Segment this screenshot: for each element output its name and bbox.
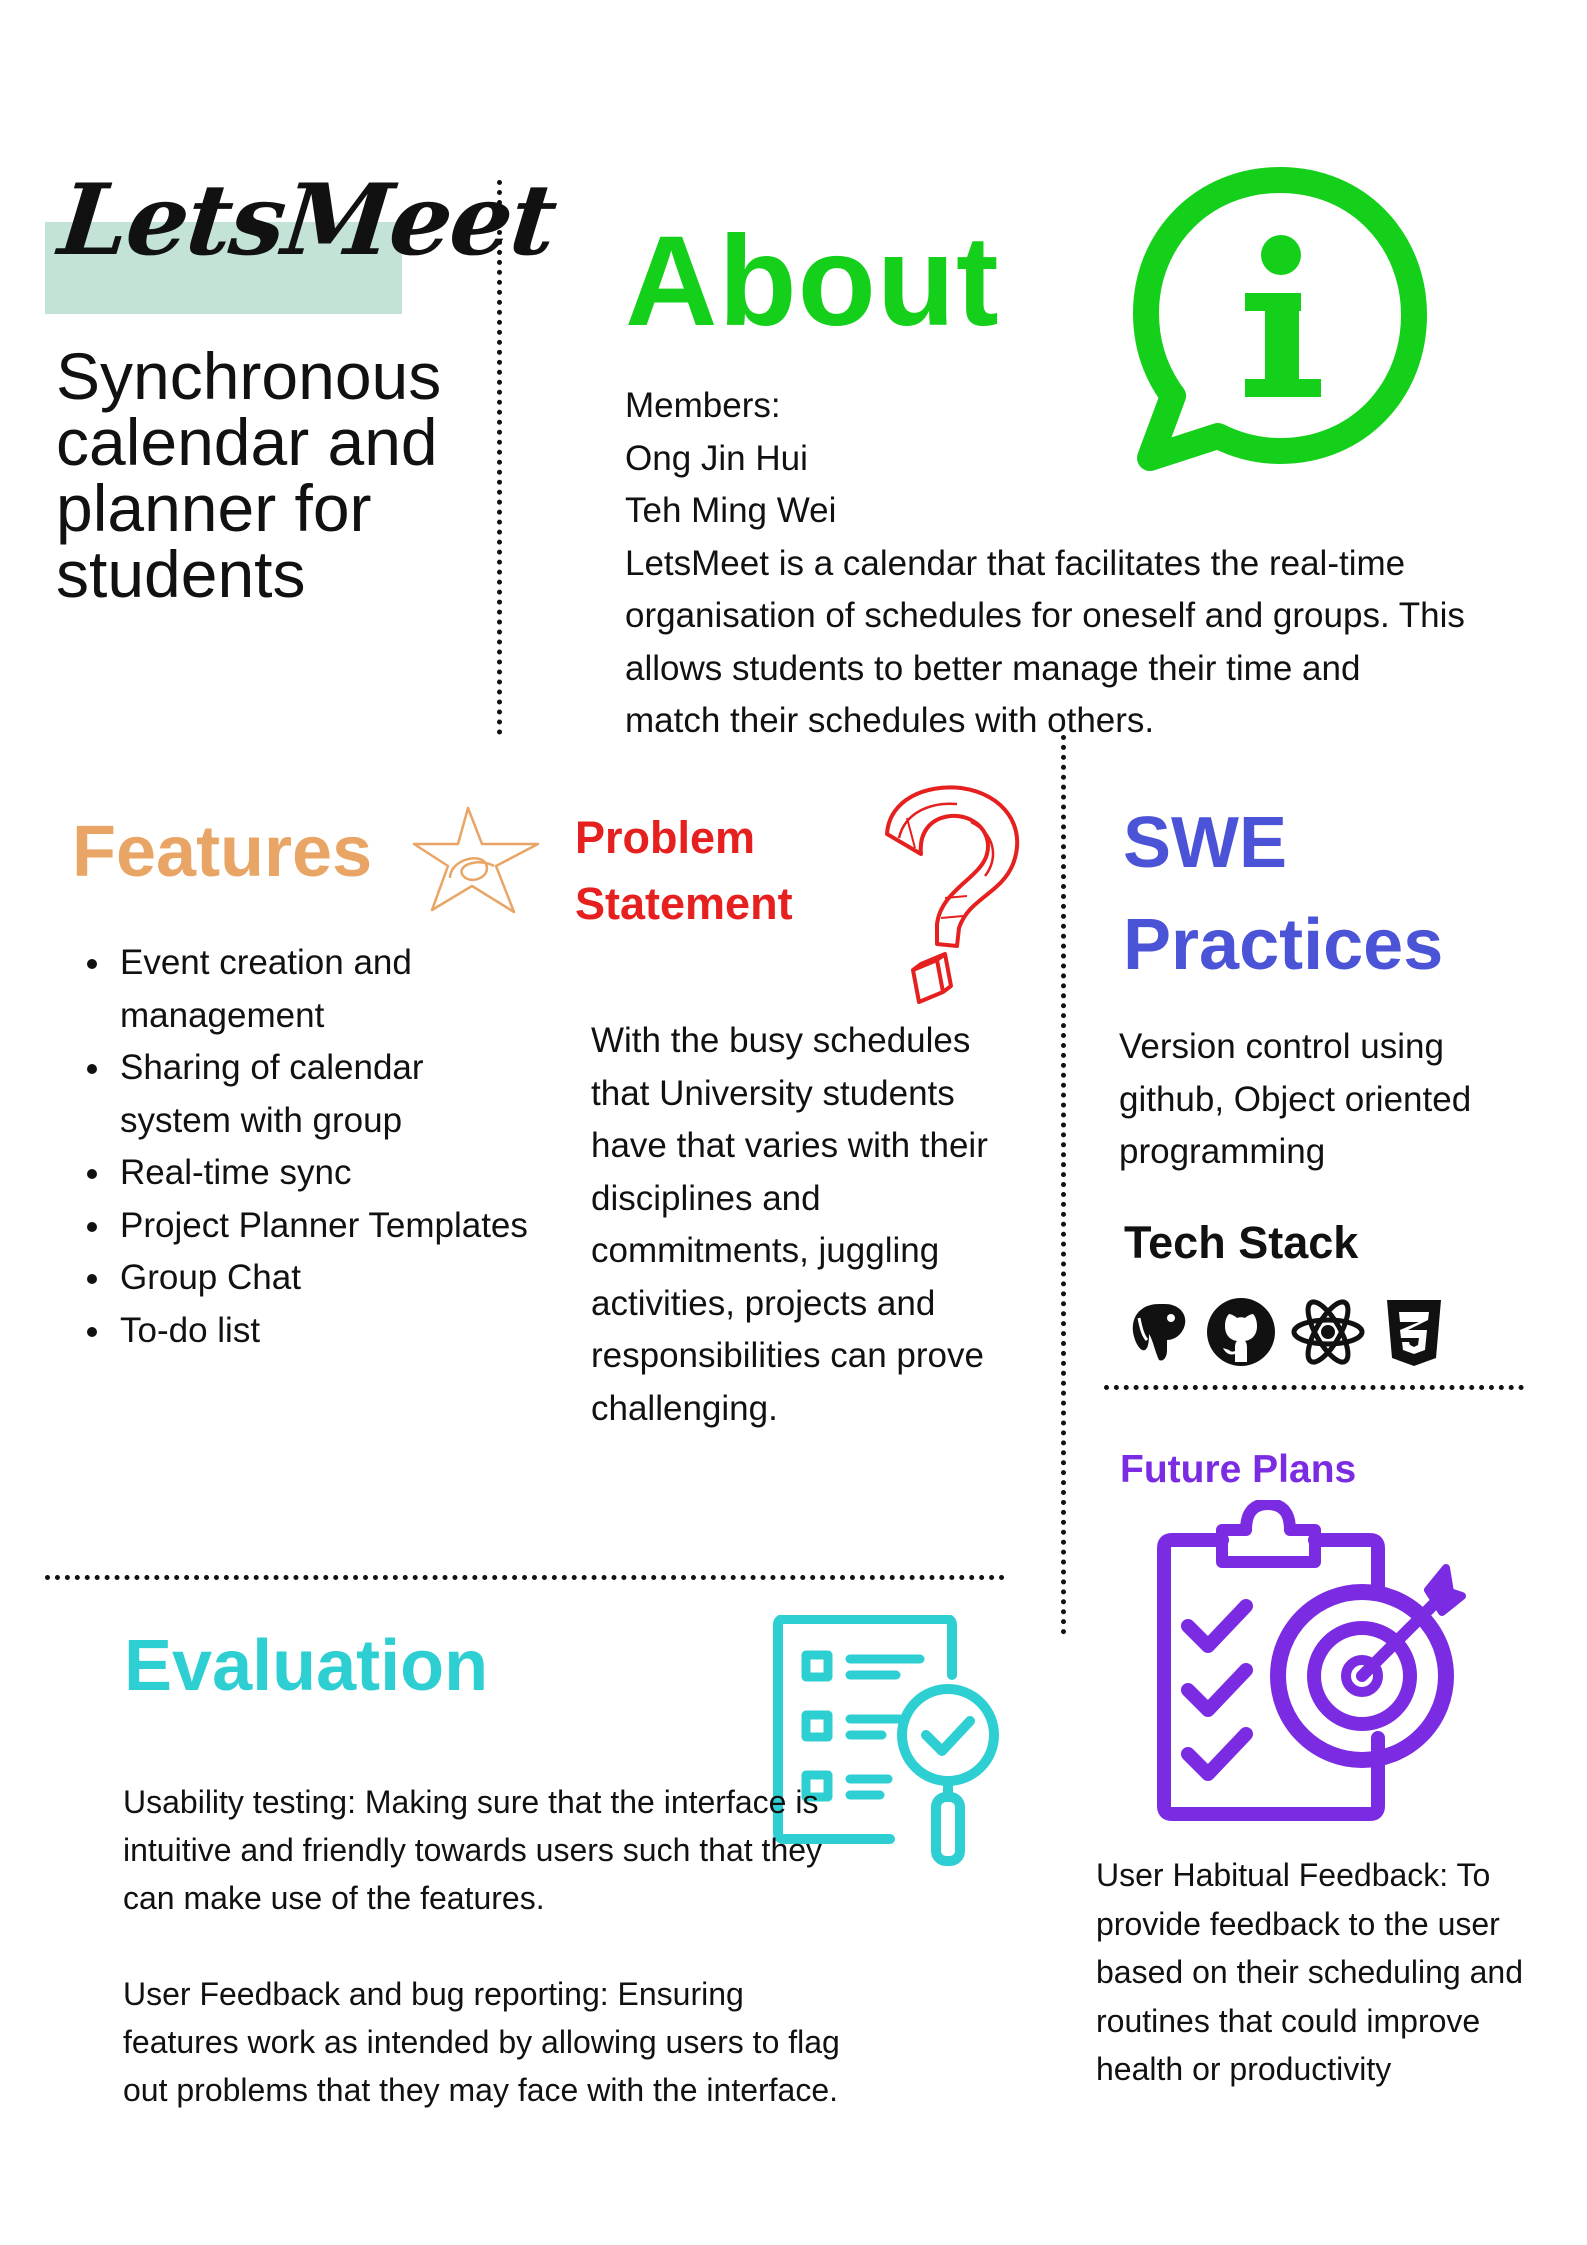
react-icon (1290, 1298, 1366, 1366)
swe-text: Version control using github, Object oriented programming (1119, 1027, 1472, 1171)
about-description-line: allows students to better manage their time and (625, 648, 1361, 688)
tagline: Synchronous calendar and planner for students (56, 339, 442, 611)
about-description-line: organisation of schedules for oneself and groups. This (625, 596, 1465, 635)
list-item: • Real-time sync (114, 1147, 534, 1200)
list-item: • Group Chat (114, 1252, 534, 1305)
divider-horizontal-left (45, 1575, 1005, 1580)
list-item: • Project Planner Templates (114, 1200, 534, 1253)
css3-icon (1383, 1298, 1445, 1368)
clipboard-target-icon (1150, 1500, 1470, 1830)
member-name: Teh Ming Wei (625, 491, 837, 530)
swe-title-line: Practices (1123, 905, 1444, 985)
tech-stack-title: Tech Stack (1124, 1217, 1359, 1268)
list-item: • Sharing of calendar system with group (114, 1042, 534, 1147)
list-item: • Event creation and management (114, 937, 534, 1042)
about-title: About (625, 210, 1000, 353)
future-plans-text: User Habitual Feedback: To provide feedback to the user based on their scheduling and routines that could improve health or productivity (1096, 1857, 1523, 2087)
member-name: Ong Jin Hui (625, 438, 808, 478)
evaluation-paragraph: Usability testing: Making sure that the interface is intuitive and friendly towards users such that they can make use of the features. (123, 1784, 823, 1916)
postgresql-icon (1125, 1298, 1193, 1366)
problem-title-line: Problem (575, 812, 756, 863)
about-description-line: match their schedules with others. (625, 701, 1155, 740)
evaluation-text (123, 1778, 843, 2162)
features-title: Features (72, 812, 373, 892)
list-item: • To-do list (114, 1305, 534, 1358)
swe-title (1123, 792, 1523, 996)
future-plans-title: Future Plans (1120, 1448, 1357, 1491)
question-mark-icon (875, 778, 1035, 1008)
problem-title-line: Statement (575, 878, 793, 929)
problem-text: With the busy schedules that University students have that varies with their disciplines and commitments, juggling activities, projects and responsibilities can prove challenging. (591, 1021, 988, 1428)
evaluation-title: Evaluation (124, 1626, 489, 1706)
about-description-line: LetsMeet is a calendar that facilitates the real-time (625, 543, 1406, 583)
github-icon (1205, 1296, 1277, 1368)
features-list (78, 937, 534, 1357)
divider-horizontal-right (1104, 1385, 1524, 1390)
about-text (625, 380, 1525, 748)
star-doodle-icon (410, 800, 545, 918)
problem-title (575, 805, 875, 937)
divider-vertical-right (1061, 735, 1066, 1635)
logo: LetsMeet (54, 163, 561, 278)
swe-title-line: SWE (1123, 803, 1288, 883)
members-label: Members: (625, 386, 781, 425)
evaluation-paragraph: User Feedback and bug reporting: Ensuring features work as intended by allowing users to flag out problems that they may face with the interface. (123, 1976, 840, 2108)
